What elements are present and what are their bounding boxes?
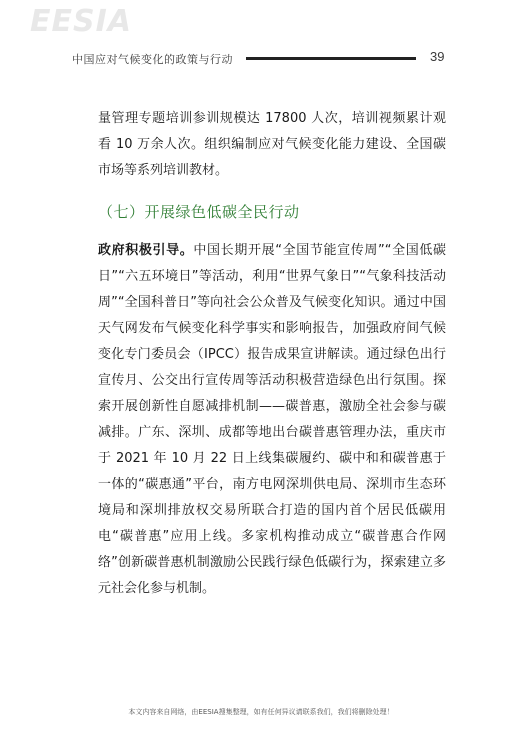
section-heading: （七）开展绿色低碳全民行动 (98, 203, 300, 221)
body-paragraph-1: 量管理专题培训参训规模达 17800 人次，培训视频累计观看 10 万余人次。组织编制应对气候变化能力建设、全国碳市场等系列培训教材。 (98, 111, 446, 178)
header-rule (246, 57, 416, 60)
running-header-title: 中国应对气候变化的政策与行动 (72, 53, 233, 66)
footer-disclaimer: 本文内容来自网络，由EESIA搜集整理，如有任何异议请联系我们，我们将删除处理！ (128, 708, 394, 716)
paragraph-body: 中国长期开展“全国节能宣传周”“全国低碳日”“六五环境日”等活动，利用“世界气象日”“气象科技活动周”“全国科普日”等向社会公众普及气候变化知识。通过中国天气网发布气候变化科学事实和影响报告，加强政府间气候变化专门委员会（IPCC）报告成果宣讲解读。通过绿色出行宣传月、公交出行宣传周等活动积极营造绿色出行氛围。探索开展创新性自愿减排机制——碳普惠，激励全社会参与碳减排。广东、深圳、成都等地出台碳普惠管理办法，重庆市于 2021 年 10 月 22 日上线集碳履约、碳中和和碳普惠于一体的“碳惠通”平台，南方电网深圳供电局、深圳市生态环境局和深圳排放权交易所联合打造的国内首个居民低碳用电“碳普惠”应用上线。多家机构推动成立“碳普惠合作网络”创新碳普惠机制激励公民践行绿色低碳行为，探索建立多元社会化参与机制。 (98, 243, 446, 596)
body-paragraph-2 (98, 238, 446, 602)
page-number: 39 (430, 49, 445, 64)
paragraph-lead: 政府积极引导。 (98, 243, 194, 258)
eesia-logo: EESIA (30, 4, 132, 39)
